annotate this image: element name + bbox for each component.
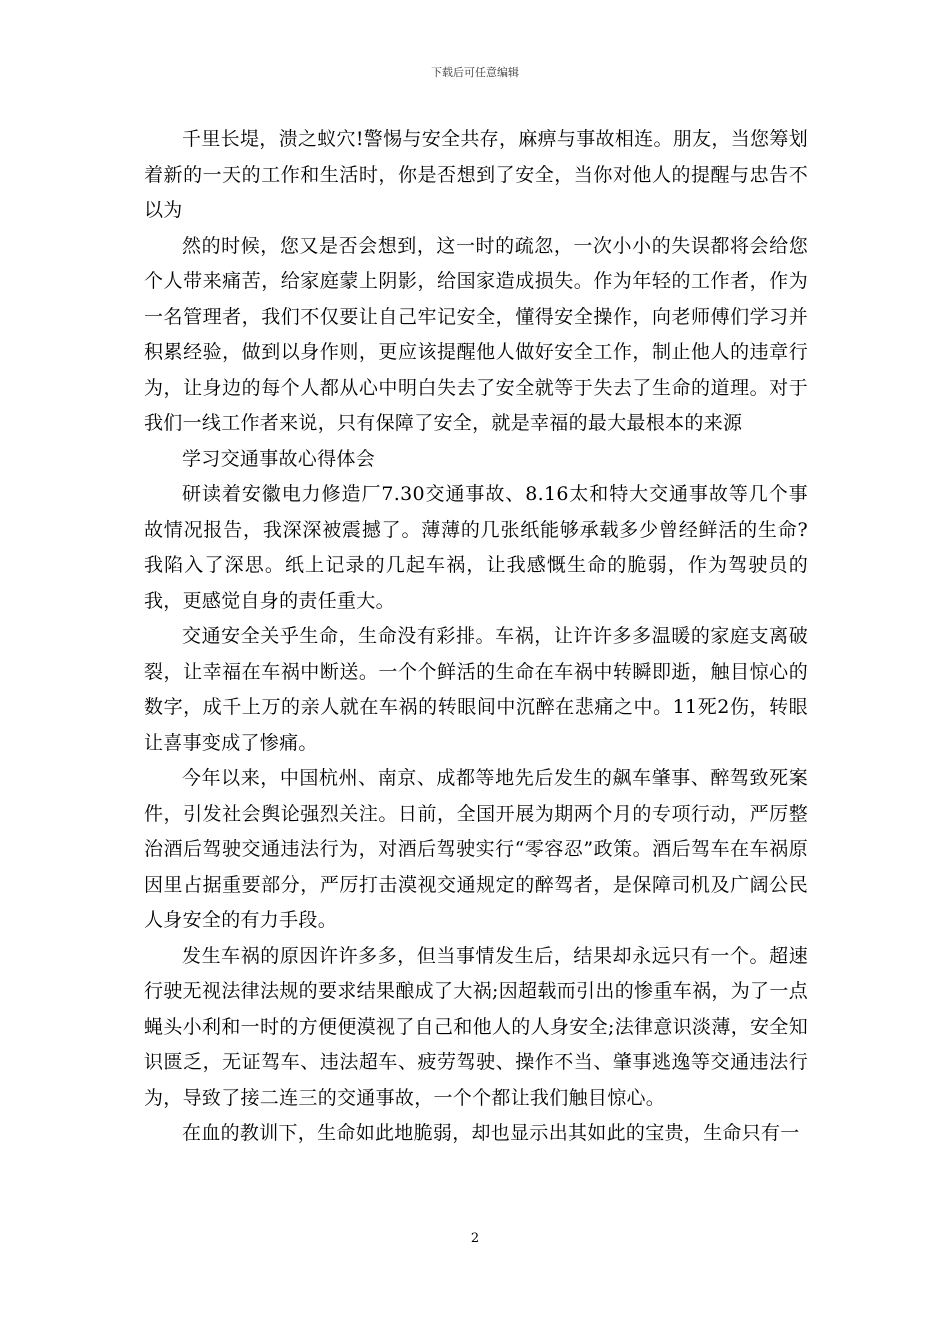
paragraph: 研读着安徽电力修造厂7.30交通事故、8.16太和特大交通事故等几个事故情况报告，我深深被震撼了。薄薄的几张纸能够承载多少曾经鲜活的生命?我陷入了深思。纸上记录的几起车祸，让我感慨生命的脆弱，作为驾驶员的我，更感觉自身的责任重大。 — [144, 483, 808, 612]
paragraph: 在血的教训下，生命如此地脆弱，却也显示出其如此的宝贵，生命只有一 — [182, 1122, 800, 1144]
paragraph: 交通安全关乎生命，生命没有彩排。车祸，让许许多多温暖的家庭支离破裂，让幸福在车祸中断送。一个个鲜活的生命在车祸中转瞬即逝，触目惊心的数字，成千上万的亲人就在车祸的转眼间中沉醉在悲痛之中。11死2伤，转眼让喜事变成了惨痛。 — [144, 625, 808, 754]
paragraph: 发生车祸的原因许许多多，但当事情发生后，结果却永远只有一个。超速行驶无视法律法规的要求结果酿成了大祸;因超载而引出的惨重车祸，为了一点蝇头小利和一时的方便便漠视了自己和他人的人身安全;法律意识淡薄，安全知识匮乏，无证驾车、违法超车、疲劳驾驶、操作不当、肇事逃逸等交通违法行为，导致了接二连三的交通事故，一个个都让我们触目惊心。 — [144, 944, 808, 1109]
paragraph: 千里长堤，溃之蚁穴!警惕与安全共存，麻痹与事故相连。朋友，当您筹划着新的一天的工作和生活时，你是否想到了安全，当你对他人的提醒与忠告不以为 — [144, 128, 808, 221]
page-number: 2 — [470, 1231, 480, 1246]
paragraph: 然的时候，您又是否会想到，这一时的疏忽，一次小小的失误都将会给您个人带来痛苦，给家庭蒙上阴影，给国家造成损失。作为年轻的工作者，作为一名管理者，我们不仅要让自己牢记安全，懂得安全操作，向老师傅们学习并积累经验，做到以身作则，更应该提醒他人做好安全工作，制止他人的违章行为，让身边的每个人都从心中明白失去了安全就等于失去了生命的道理。对于我们一线工作者来说，只有保障了安全，就是幸福的最大最根本的来源 — [144, 234, 808, 434]
page-header: 下载后可任意编辑 — [431, 66, 519, 79]
section-heading: 学习交通事故心得体会 — [182, 447, 376, 470]
document-body — [144, 122, 808, 1152]
paragraph: 今年以来，中国杭州、南京、成都等地先后发生的飙车肇事、醉驾致死案件，引发社会舆论强烈关注。日前，全国开展为期两个月的专项行动，严厉整治酒后驾驶交通违法行为，对酒后驾驶实行“零容忍”政策。酒后驾车在车祸原因里占据重要部分，严厉打击漠视交通规定的醉驾者，是保障司机及广阔公民人身安全的有力手段。 — [144, 767, 808, 931]
